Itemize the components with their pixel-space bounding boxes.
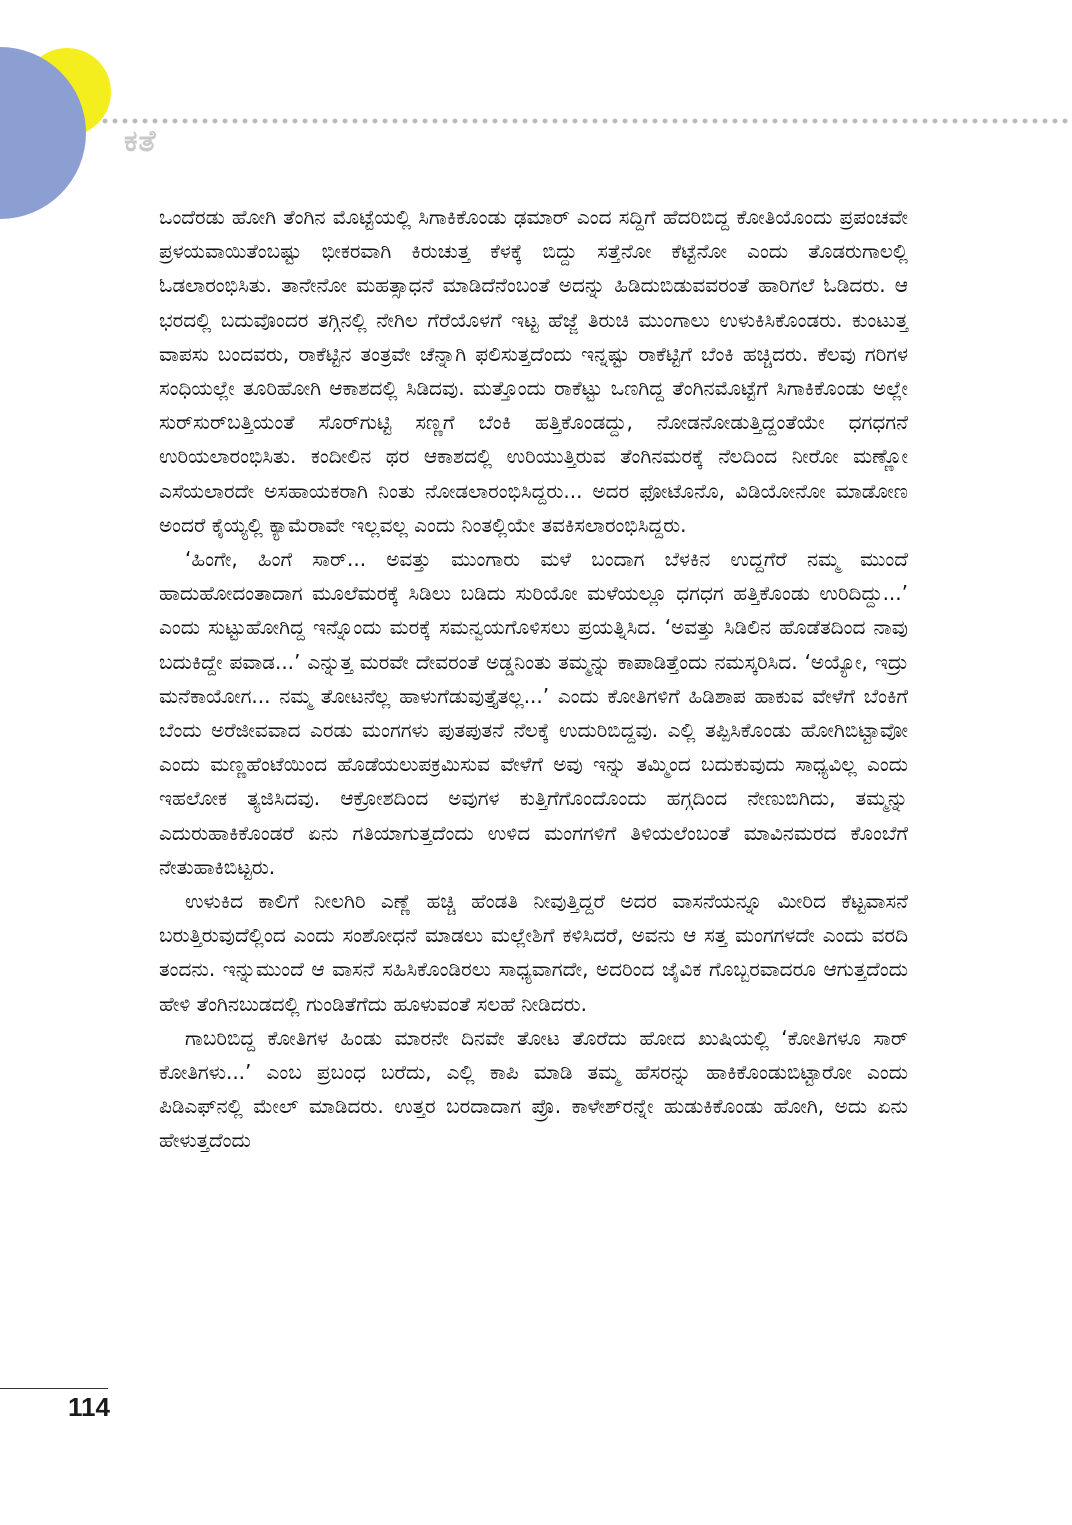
paragraph-4: ಗಾಬರಿಬಿದ್ದ ಕೋತಿಗಳ ಹಿಂಡು ಮಾರನೇ ದಿನವೇ ತೋಟ ತೊರೆದು ಹೋದ ಖುಷಿಯಲ್ಲಿ ‘ಕೋತಿಗಳೂ ಸಾರ್ ಕೋತಿಗಳು...’ ಎಂಬ ಪ್ರಬಂಧ ಬರೆದು, ಎಲ್ಲಿ ಕಾಪಿ ಮಾಡಿ ತಮ್ಮ ಹೆಸರನ್ನು ಹಾಕಿಕೊಂಡುಬಿಟ್ಟಾರೋ ಎಂದು ಪಿಡಿಎಫ್‌ನಲ್ಲಿ ಮೇಲ್ ಮಾಡಿದರು. ಉತ್ತರ ಬರದಾದಾಗ ಪ್ರೊ. ಕಾಳೇಶ್‌ರನ್ನೇ ಹುಡುಕಿಕೊಂಡು ಹೋಗಿ, ಅದು ಏನು ಹೇಳುತ್ತದೆಂದು [159, 1025, 908, 1153]
paragraph-1: ಒಂದೆರಡು ಹೋಗಿ ತೆಂಗಿನ ಮೊಟ್ಟೆಯಲ್ಲಿ ಸಿಗಾಕಿಕೊಂಡು ಢಮಾರ್ ಎಂದ ಸದ್ದಿಗೆ ಹೆದರಿಬಿದ್ದ ಕೋತಿಯೊಂದು ಪ್ರಪಂಚವೇ ಪ್ರಳಯವಾಯಿತೆಂಬಷ್ಟು ಭೀಕರವಾಗಿ ಕಿರುಚುತ್ತ ಕೆಳಕ್ಕೆ ಬಿದ್ದು ಸತ್ತೆನೋ ಕೆಟ್ಟೆನೋ ಎಂದು ತೊಡರುಗಾಲಲ್ಲಿ ಓಡಲಾರಂಭಿಸಿತು. ತಾನೇನೋ ಮಹತ್ಸಾಧನೆ ಮಾಡಿದೆನೆಂಬಂತೆ ಅದನ್ನು ಹಿಡಿದುಬಿಡುವವರಂತೆ ಹಾರಿಗಲೆ ಓಡಿದರು. ಆ ಭರದಲ್ಲಿ ಬದುವೊಂದರ ತಗ್ಗಿನಲ್ಲಿ ನೇಗಿಲ ಗೆರೆಯೊಳಗೆ ಇಟ್ಟ ಹೆಜ್ಜೆ ತಿರುಚಿ ಮುಂಗಾಲು ಉಳುಕಿಸಿಕೊಂಡರು. ಕುಂಟುತ್ತ ವಾಪಸು ಬಂದವರು, ರಾಕೆಟ್ಟಿನ ತಂತ್ರವೇ ಚೆನ್ನಾಗಿ ಫಲಿಸುತ್ತದೆಂದು ಇನ್ನಷ್ಟು ರಾಕೆಟ್ಟಿಗೆ ಬೆಂಕಿ ಹಚ್ಚಿದರು. ಕೆಲವು ಗರಿಗಳ ಸಂಧಿಯಲ್ಲೇ ತೂರಿಹೋಗಿ ಆಕಾಶದಲ್ಲಿ ಸಿಡಿದವು. ಮತ್ತೊಂದು ರಾಕೆಟ್ಟು ಒಣಗಿದ್ದ ತೆಂಗಿನಮೊಟ್ಟೆಗೆ ಸಿಗಾಕಿಕೊಂಡು ಅಲ್ಲೇ ಸುರ್‌ಸುರ್‌ಬತ್ತಿಯಂತೆ ಸೊರ್‌ಗುಟ್ಟಿ ಸಣ್ಣಗೆ ಬೆಂಕಿ ಹತ್ತಿಕೊಂಡದ್ದು, ನೋಡನೋಡುತ್ತಿದ್ದಂತೆಯೇ ಧಗಧಗನೆ ಉರಿಯಲಾರಂಭಿಸಿತು. ಕಂದೀಲಿನ ಥರ ಆಕಾಶದಲ್ಲಿ ಉರಿಯುತ್ತಿರುವ ತೆಂಗಿನಮರಕ್ಕೆ ನೆಲದಿಂದ ನೀರೋ ಮಣ್ಣೋ ಎಸೆಯಲಾರದೇ ಅಸಹಾಯಕರಾಗಿ ನಿಂತು ನೋಡಲಾರಂಭಿಸಿದ್ದರು... ಅದರ ಫೋಟೊನೊ, ವಿಡಿಯೋನೋ ಮಾಡೋಣ ಅಂದರೆ ಕೈಯ್ಯಲ್ಲಿ ಕ್ಯಾಮೆರಾವೇ ಇಲ್ಲವಲ್ಲ ಎಂದು ನಿಂತಲ್ಲಿಯೇ ತವಕಿಸಲಾರಂಭಿಸಿದ್ದರು. [159, 205, 908, 537]
section-label: ಕತೆ [124, 124, 157, 159]
paragraph-2: ‘ಹಿಂಗೇ, ಹಿಂಗೆ ಸಾರ್... ಅವತ್ತು ಮುಂಗಾರು ಮಳೆ ಬಂದಾಗ ಬೆಳಕಿನ ಉದ್ದಗೆರೆ ನಮ್ಮ ಮುಂದೆ ಹಾದುಹೋದಂತಾದಾಗ ಮೂಲೆಮರಕ್ಕೆ ಸಿಡಿಲು ಬಡಿದು ಸುರಿಯೋ ಮಳೆಯಲ್ಲೂ ಧಗಧಗ ಹತ್ತಿಕೊಂಡು ಉರಿದಿದ್ದು...’ ಎಂದು ಸುಟ್ಟುಹೋಗಿದ್ದ ಇನ್ನೊಂದು ಮರಕ್ಕೆ ಸಮನ್ವಯಗೊಳಿಸಲು ಪ್ರಯತ್ನಿಸಿದ. ‘ಅವತ್ತು ಸಿಡಿಲಿನ ಹೊಡೆತದಿಂದ ನಾವು ಬದುಕಿದ್ದೇ ಪವಾಡ...’ ಎನ್ನುತ್ತ ಮರವೇ ದೇವರಂತೆ ಅಡ್ಡನಿಂತು ತಮ್ಮನ್ನು ಕಾಪಾಡಿತ್ತೆಂದು ನಮಸ್ಕರಿಸಿದ. ‘ಅಯ್ಯೋ, ಇದ್ರು ಮನೆಕಾಯೋಗ... ನಮ್ಮ ತೋಟನೆಲ್ಲ ಹಾಳುಗೆಡುವುತ್ತೈತಲ್ಲ...’ ಎಂದು ಕೋತಿಗಳಿಗೆ ಹಿಡಿಶಾಪ ಹಾಕುವ ವೇಳೆಗೆ ಬೆಂಕಿಗೆ ಬೆಂದು ಅರೆಜೀವವಾದ ಎರಡು ಮಂಗಗಳು ಪುತಪುತನೆ ನೆಲಕ್ಕೆ ಉದುರಿಬಿದ್ದವು. ಎಲ್ಲಿ ತಪ್ಪಿಸಿಕೊಂಡು ಹೋಗಿಬಿಟ್ಟಾವೋ ಎಂದು ಮಣ್ಣಹೆಂಟೆಯಿಂದ ಹೊಡೆಯಲುಪಕ್ರಮಿಸುವ ವೇಳೆಗೆ ಅವು ಇನ್ನು ತಮ್ಮಿಂದ ಬದುಕುವುದು ಸಾಧ್ಯವಿಲ್ಲ ಎಂದು ಇಹಲೋಕ ತ್ಯಜಿಸಿದವು. ಆಕ್ರೋಶದಿಂದ ಅವುಗಳ ಕುತ್ತಿಗೆಗೊಂದೊಂದು ಹಗ್ಗದಿಂದ ನೇಣುಬಿಗಿದು, ತಮ್ಮನ್ನು ಎದುರುಹಾಕಿಕೊಂಡರೆ ಏನು ಗತಿಯಾಗುತ್ತದೆಂದು ಉಳಿದ ಮಂಗಗಳಿಗೆ ತಿಳಿಯಲೆಂಬಂತೆ ಮಾವಿನಮರದ ಕೊಂಬೆಗೆ ನೇತುಹಾಕಿಬಿಟ್ಟರು. [159, 547, 908, 879]
footer-rule [0, 1388, 108, 1389]
story-body [159, 200, 908, 1158]
page-number: 114 [68, 1392, 110, 1422]
corner-decoration [0, 0, 200, 220]
paragraph-3: ಉಳುಕಿದ ಕಾಲಿಗೆ ನೀಲಗಿರಿ ಎಣ್ಣೆ ಹಚ್ಚಿ ಹೆಂಡತಿ ನೀವುತ್ತಿದ್ದರೆ ಅದರ ವಾಸನೆಯನ್ನೂ ಮೀರಿದ ಕೆಟ್ಟವಾಸನೆ ಬರುತ್ತಿರುವುದೆಲ್ಲಿಂದ ಎಂದು ಸಂಶೋಧನೆ ಮಾಡಲು ಮಲ್ಲೇಶಿಗೆ ಕಳಿಸಿದರೆ, ಅವನು ಆ ಸತ್ತ ಮಂಗಗಳದೇ ಎಂದು ವರದಿ ತಂದನು. ಇನ್ನುಮುಂದೆ ಆ ವಾಸನೆ ಸಹಿಸಿಕೊಂಡಿರಲು ಸಾಧ್ಯವಾಗದೇ, ಅದರಿಂದ ಜೈವಿಕ ಗೊಬ್ಬರವಾದರೂ ಆಗುತ್ತದೆಂದು ಹೇಳಿ ತೆಂಗಿನಬುಡದಲ್ಲಿ ಗುಂಡಿತೆಗೆದು ಹೂಳುವಂತೆ ಸಲಹೆ ನೀಡಿದರು. [159, 889, 908, 1016]
dotted-header-rule [100, 118, 1072, 124]
